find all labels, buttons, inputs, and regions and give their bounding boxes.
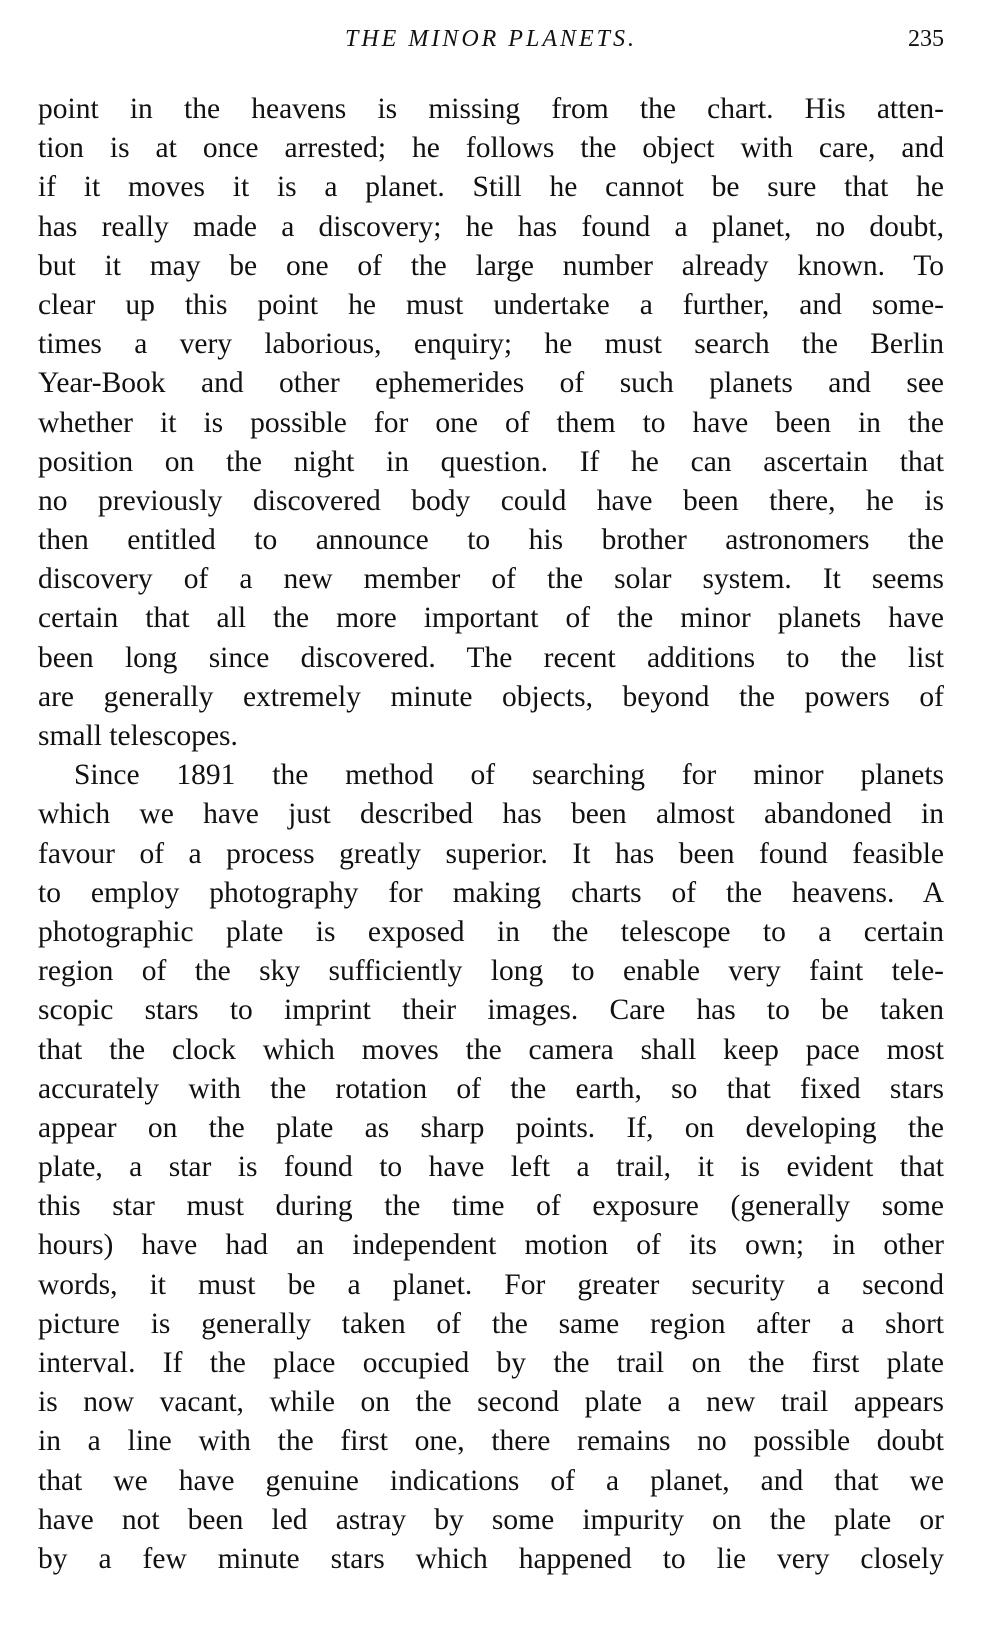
text-line: small telescopes. xyxy=(38,720,238,752)
text-line: clear up this point he must undertake a further, and some- xyxy=(38,288,944,321)
page-number: 235 xyxy=(908,26,944,52)
text-line: Year-Book and other ephemerides of such planets and see xyxy=(38,367,944,400)
text-line: discovery of a new member of the solar system. It seems xyxy=(38,563,944,596)
text-line: to employ photography for making charts of the heavens. A xyxy=(38,876,944,909)
text-line: accurately with the rotation of the earth, so that fixed stars xyxy=(38,1072,944,1105)
text-line: whether it is possible for one of them to have been in the xyxy=(38,406,944,439)
text-line: been long since discovered. The recent additions to the list xyxy=(38,641,944,674)
text-line: is now vacant, while on the second plate a new trail appears xyxy=(38,1386,944,1419)
text-line: but it may be one of the large number already known. To xyxy=(38,249,944,282)
text-line: that the clock which moves the camera shall keep pace most xyxy=(38,1033,944,1066)
text-line: certain that all the more important of the minor planets have xyxy=(38,602,944,635)
text-line: by a few minute stars which happened to lie very closely xyxy=(38,1542,944,1575)
text-line: favour of a process greatly superior. It has been found feasible xyxy=(38,837,944,870)
text-line: then entitled to announce to his brother astronomers the xyxy=(38,524,944,557)
text-line: are generally extremely minute objects, beyond the powers of xyxy=(38,680,944,713)
paragraph-2 xyxy=(38,756,944,1579)
text-line: times a very laborious, enquiry; he must search the Berlin xyxy=(38,328,944,361)
text-line: have not been led astray by some impurity on the plate or xyxy=(38,1503,944,1536)
text-line: point in the heavens is missing from the chart. His atten- xyxy=(38,93,944,125)
text-line: if it moves it is a planet. Still he cannot be sure that he xyxy=(38,171,944,204)
body-text xyxy=(38,90,944,1579)
text-line: this star must during the time of exposure (generally some xyxy=(38,1190,944,1223)
text-line: words, it must be a planet. For greater security a second xyxy=(38,1268,944,1301)
text-line: position on the night in question. If he can ascertain that xyxy=(38,445,944,478)
text-line: Since 1891 the method of searching for minor planets xyxy=(74,759,944,792)
text-line: interval. If the place occupied by the trail on the first plate xyxy=(38,1347,944,1379)
page-header xyxy=(38,26,944,66)
text-line: in a line with the first one, there remains no possible doubt xyxy=(38,1425,944,1458)
text-line: photographic plate is exposed in the telescope to a certain xyxy=(38,915,944,948)
text-line: that we have genuine indications of a planet, and that we xyxy=(38,1464,944,1497)
text-line: region of the sky sufficiently long to enable very faint tele- xyxy=(38,955,944,988)
text-line: scopic stars to imprint their images. Care has to be taken xyxy=(38,994,944,1027)
text-line: picture is generally taken of the same region after a short xyxy=(38,1307,944,1340)
text-line: which we have just described has been almost abandoned in xyxy=(38,798,944,831)
paragraph-1 xyxy=(38,90,944,756)
text-line: hours) have had an independent motion of its own; in other xyxy=(38,1229,944,1262)
text-line: appear on the plate as sharp points. If, on developing the xyxy=(38,1111,944,1144)
running-title: THE MINOR PLANETS. xyxy=(344,26,637,52)
text-line: no previously discovered body could have been there, he is xyxy=(38,484,944,517)
text-line: tion is at once arrested; he follows the object with care, and xyxy=(38,132,944,165)
text-line: has really made a discovery; he has found a planet, no doubt, xyxy=(38,210,944,243)
text-line: plate, a star is found to have left a trail, it is evident that xyxy=(38,1151,944,1184)
